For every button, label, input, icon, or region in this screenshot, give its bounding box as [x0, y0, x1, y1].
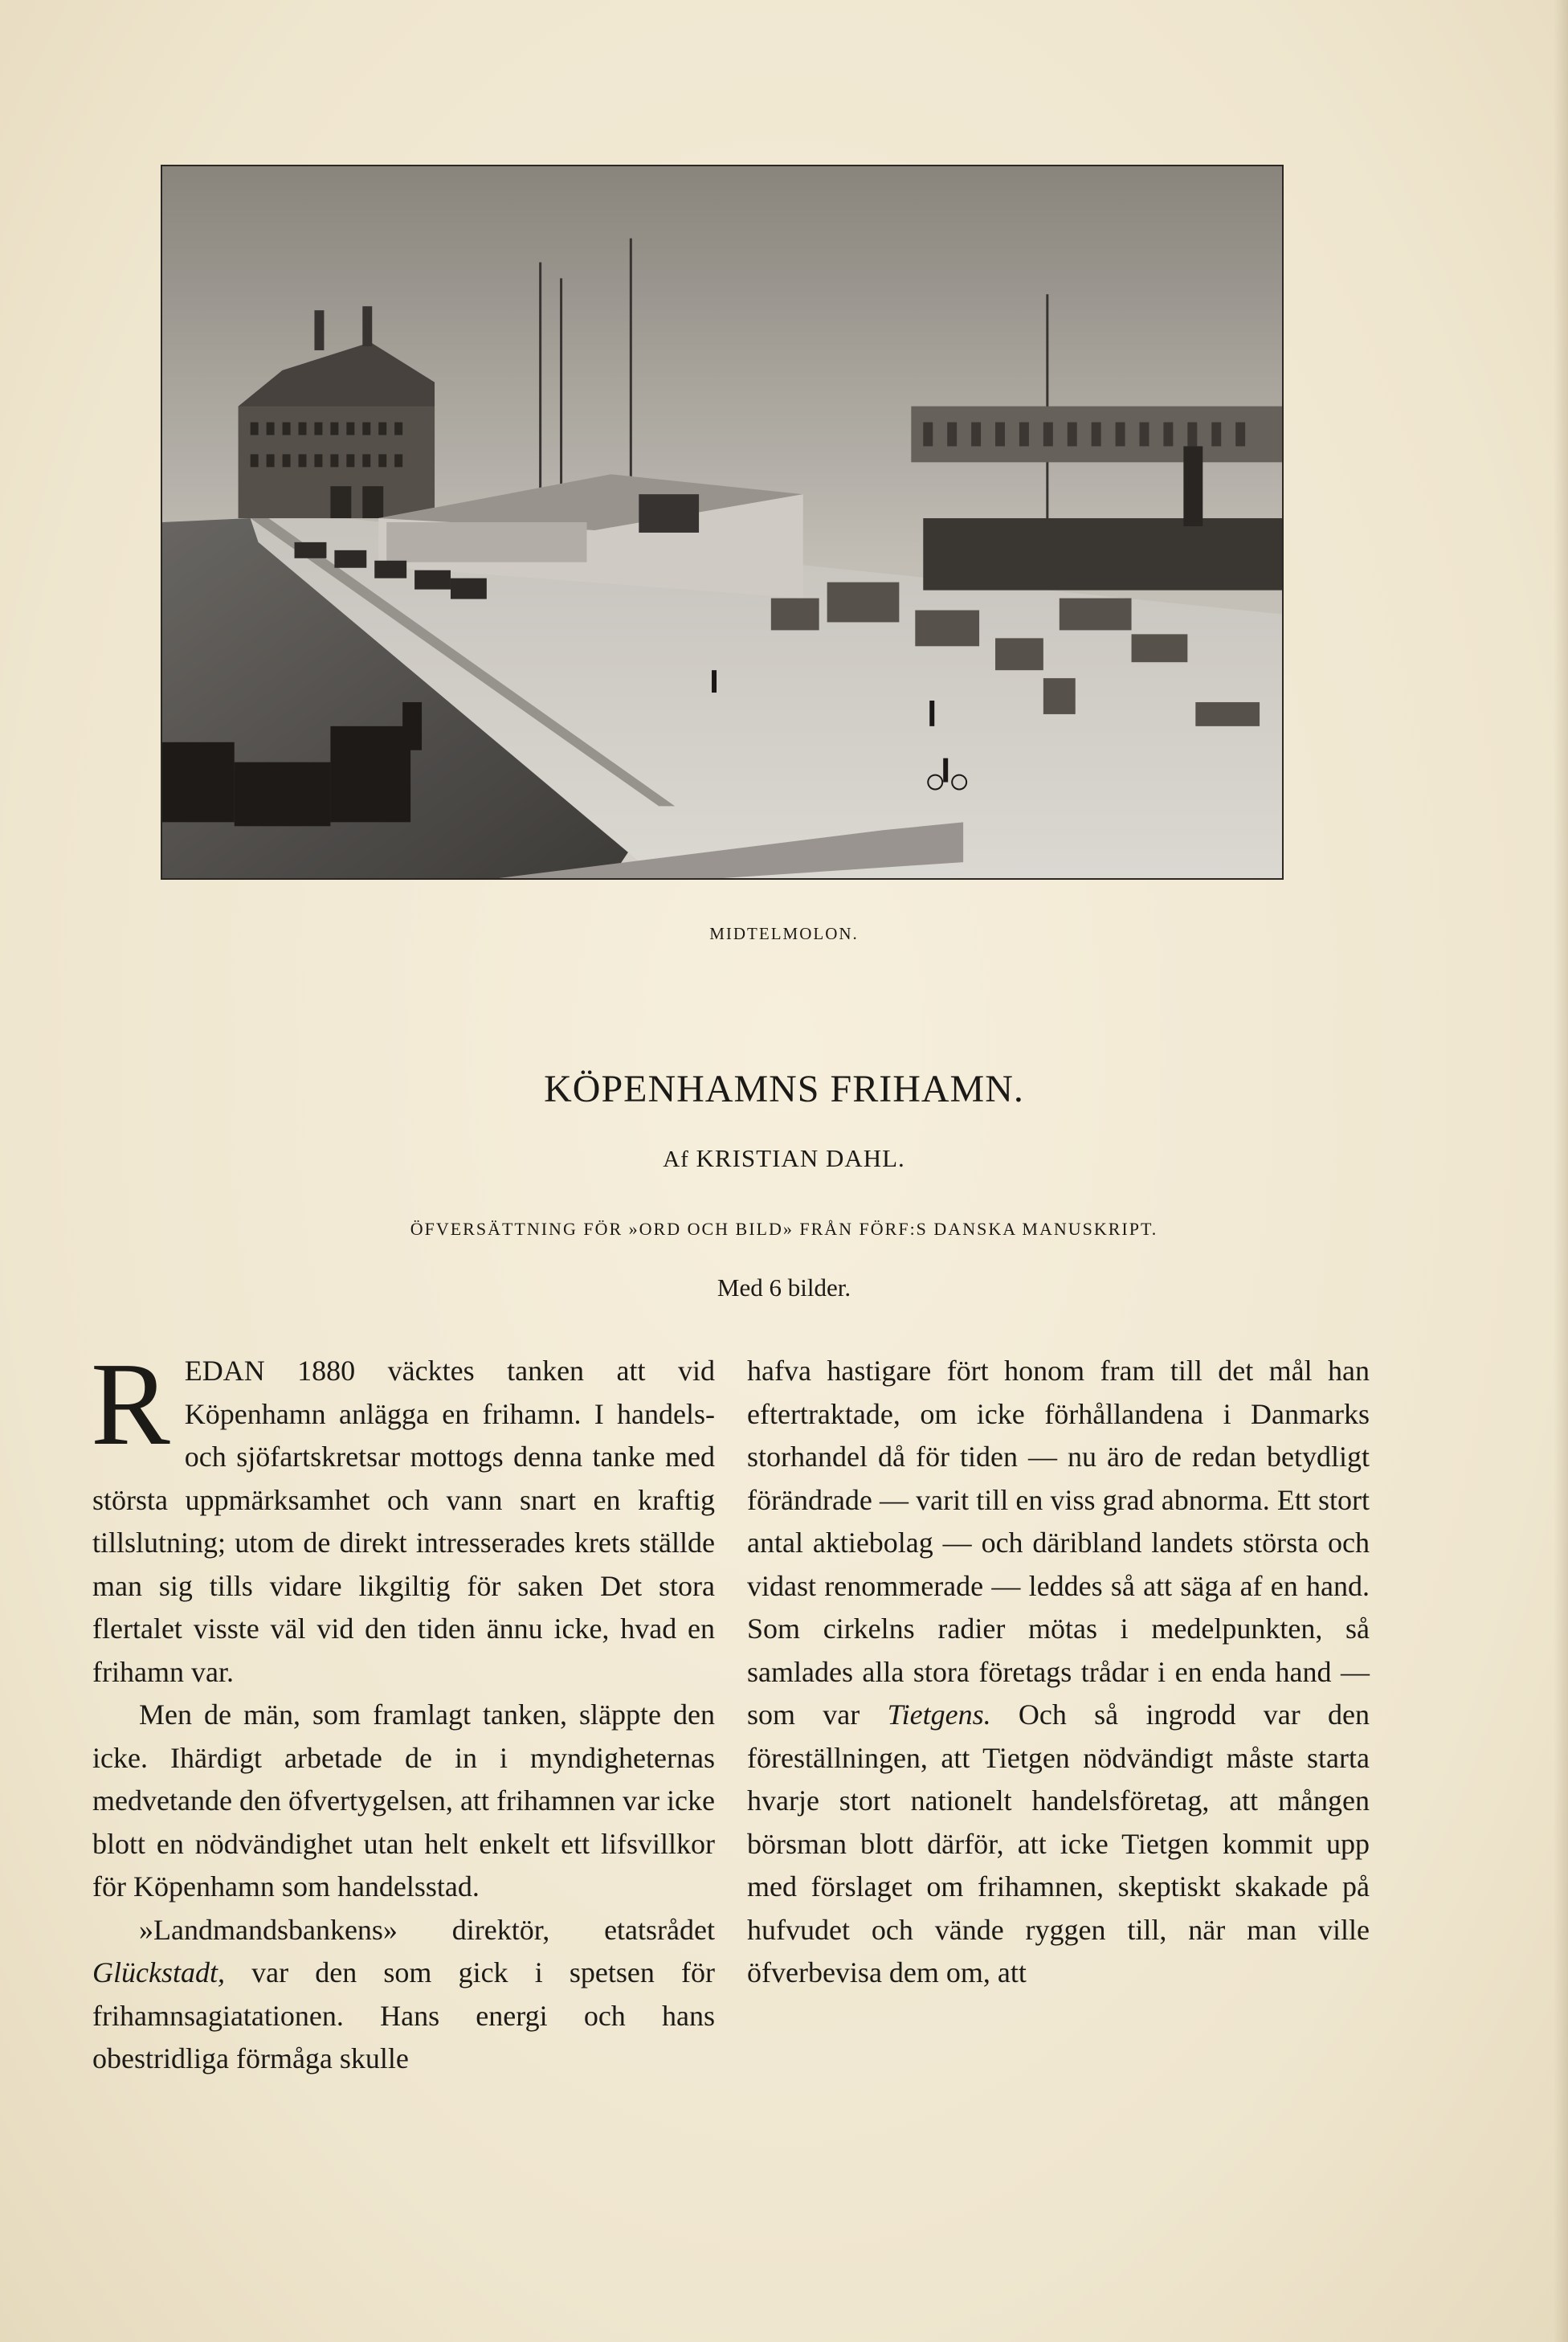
paragraph-4 — [747, 1350, 1370, 1995]
illustrations-note: Med 6 bilder. — [717, 1273, 851, 1302]
byline — [0, 1144, 1568, 1173]
paragraph-1 — [91, 1339, 715, 1694]
name-tietgens: Tietgens. — [887, 1698, 991, 1731]
paragraph-1-text: EDAN 1880 väcktes tanken att vid Köpenhamn anlägga en frihamn. I handels- och sjöfartskretsar mottogs denna tanke med största uppmärksamhet och vann snart en kraftig tillslutning; utom de direkt intresserades krets ställde man sig tills vidare likgiltig för saken Det stora flertalet visste väl vid den tiden ännu icke, hvad en frihamn var. — [92, 1355, 715, 1688]
text-column-right — [747, 1350, 1370, 1995]
byline-prefix: Af — [663, 1146, 689, 1172]
figure-caption: MIDTELMOLON. — [709, 924, 859, 943]
paragraph-3 — [92, 1909, 715, 2081]
paragraph-4-text-a: hafva hastigare fört honom fram till det mål han eftertraktade, om icke förhållandena i Danmarks storhandel då för tiden — nu äro de redan betydligt förändrade — varit till en viss grad abnorma. Ett stort antal aktiebolag — och däribland landets största och vidast renommerade — leddes så att säga af en hand. Som cirkelns radier mötas i medelpunkten, så samlades alla stora företags trådar i en enda hand — som var — [747, 1355, 1370, 1731]
paragraph-2: Men de män, som framlagt tanken, släppte den icke. Ihärdigt arbetade de in i myndigheternas medvetande den öfvertygelsen, att frihamnen var icke blott en nödvändighet utan helt enkelt ett lifsvillkor för Köpenhamn som handelsstad. — [92, 1698, 715, 1903]
drop-cap: R — [91, 1339, 170, 1470]
translation-note: ÖFVERSÄTTNING FÖR »ORD OCH BILD» FRÅN FÖRF:S DANSKA MANUSKRIPT. — [410, 1219, 1158, 1239]
paragraph-3-text-a: »Landmandsbankens» direktör, etatsrådet — [139, 1913, 715, 1946]
paragraph-3-text-b: var den som gick i spetsen för frihamnsagiatationen. Hans energi och hans obestridliga förmåga skulle — [92, 1956, 715, 2074]
paragraph-4-text-b: Och så ingrodd var den föreställningen, att Tietgen nödvändigt måste starta hvarje stort nationelt handelsföretag, att mången börsman blott därför, att icke Tietgen kommit upp med förslaget om frihamnen, skeptiskt skakade på hufvudet och vände ryggen till, när man ville öfverbevisa dem om, att — [747, 1698, 1370, 1988]
author-name: KRISTIAN DAHL. — [696, 1144, 905, 1172]
article-title: KÖPENHAMNS FRIHAMN. — [544, 1068, 1024, 1110]
text-column-left — [91, 1339, 715, 2081]
name-glueckstadt: Glückstadt, — [92, 1956, 225, 1988]
harbor-photograph — [161, 165, 1284, 880]
harbor-photo-illustration — [162, 166, 1282, 878]
